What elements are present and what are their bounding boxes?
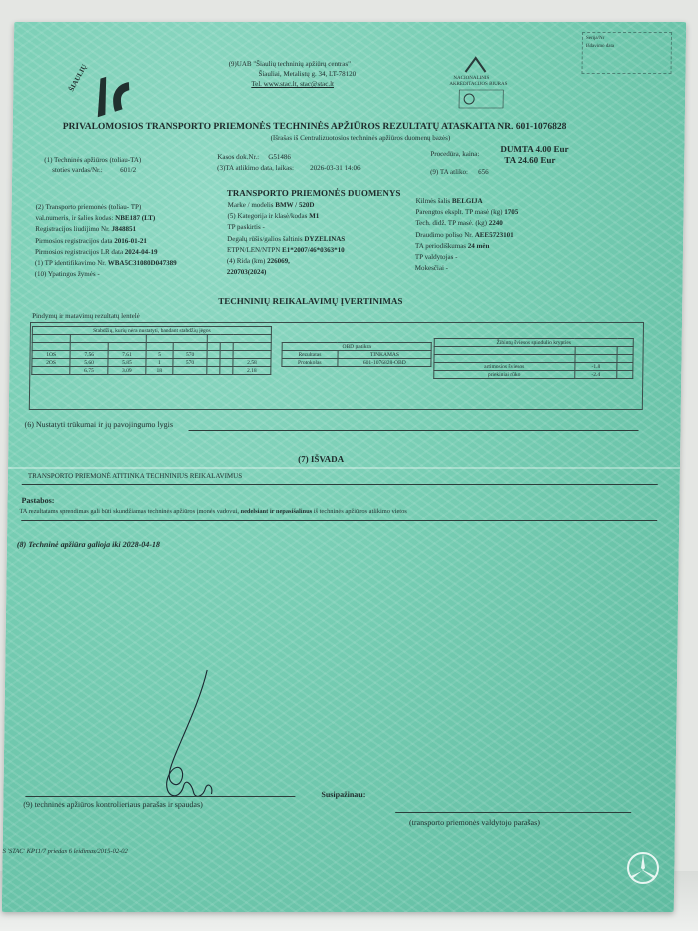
vehicle-right-row: Parengtos eksplt. TP masė (kg) 1705 [415, 208, 519, 217]
conclusion-divider [22, 484, 658, 485]
vehicle-right-row: Tech. didž. TP masė. (kg) 2240 [415, 219, 503, 228]
report-title: PRIVALOMOSIOS TRANSPORTO PRIEMONĖS TECHNINĖS APŽIŪROS REZULTATŲ ATASKAITA NR. 601-1076828 [62, 122, 567, 132]
vehicle-middle-row: 220703(2024) [226, 268, 267, 277]
measurements-label: Pindymų ir matavimų rezultatų lentelė [32, 312, 140, 320]
vehicle-left-row: Pirmosios registracijos data 2016-01-21 [35, 236, 148, 245]
vehicle-left-row: (10) Ypatingos žymės - [34, 270, 100, 279]
vehicle-middle-row: Marke / modelis BMW / 520D [227, 201, 315, 209]
table-row: Protokolas 601-1076828-OBD [282, 359, 431, 367]
mercedes-star-icon [625, 850, 661, 886]
inspection-report-document [2, 22, 686, 912]
defects-line-label: (6) Nustatyti trūkumai ir jų pavojingumo lygis [24, 420, 174, 429]
vehicle-left-row: (2) Transporto priemonės (toliau- TP) [35, 203, 142, 211]
report-subtitle: (Išrašas iš Centralizuotosios techninės apžiūros duomenų bazės) [270, 134, 451, 142]
notes-text: TA rezultatams sprendimas gali būti skundžiamas techninės apžiūros įmonės vadovui, nedelsiant ir nepasišalinus iš techninės apžiūros atlikimo vietos [19, 508, 407, 515]
station-number: 601/2 [120, 166, 137, 174]
headlight-table [433, 338, 634, 379]
table-row: 6.75 3.09 18 2.18 [32, 367, 271, 375]
accreditation-line2: AKREDITACIJOS BIURAS [449, 82, 508, 87]
vehicle-left-column [35, 202, 178, 280]
vehicle-left-row: val.numeris, ir šalies kodas: NBE187 (LT) [35, 214, 156, 223]
obd-header: OBD patikra [282, 343, 431, 351]
vehicle-section-title: TRANSPORTO PRIEMONĖS DUOMENYS [226, 188, 401, 198]
table-row: 1OS 7.56 7.61 5 570 [32, 351, 271, 359]
inspector-caption: (9) techninės apžiūros kontrolieriaus parašas ir spaudas) [23, 800, 203, 809]
vehicle-right-row: TA periodiškumas 24 mėn [415, 241, 490, 250]
price-value: TA 24.60 Eur [504, 155, 556, 165]
vehicle-left-row: (1) TP identifikavimo Nr. WBA5C31080D047389 [34, 259, 177, 268]
defects-underline [189, 430, 639, 431]
vehicle-middle-row: (5) Kategorija ir klasė/kodas M1 [227, 212, 320, 221]
table-row: artimosios šviesos -1.8 [434, 363, 633, 371]
form-note: S 'STAC' KP11/7 priedas 6 leidimas/2015-02-02 [2, 848, 128, 855]
vehicle-right-row: Draudimo poliso Nr. AEE5723101 [415, 230, 514, 239]
owner-caption: (transporto priemonės valdytojo parašas) [408, 818, 540, 827]
procedure-label: Procedūra, kaina: [430, 150, 480, 158]
acknowledged-label: Susipažinau: [321, 790, 366, 799]
vehicle-right-row: Kilmės šalis BELGIJA [415, 197, 483, 205]
logo-text: ŠIAULIŲ [67, 63, 89, 93]
cash-doc-label: Kasos dok.Nr.: [217, 153, 260, 161]
assessment-title: TECHNINIŲ REIKALAVIMŲ ĮVERTINIMAS [218, 296, 403, 306]
vehicle-middle-column [227, 200, 346, 278]
inspector-signature-line [25, 796, 295, 797]
accreditation-line1: NACIONALINIS [453, 76, 490, 81]
table-row: priekiniai rūko -2.4 [434, 371, 633, 379]
serial-box [581, 32, 672, 74]
vehicle-left-row: Registracijos liudijimo Nr. J848851 [35, 225, 137, 234]
station-label: (1) Techninės apžiūros (toliau-TA) [44, 156, 142, 164]
company-line: (9)UAB "Šiaulių techninių apžiūrų centras" [228, 60, 352, 68]
headlight-header: Žibintų šviesos spindulio krypties [434, 339, 633, 347]
vehicle-middle-row: (4) Rida (km) 226069, [226, 257, 290, 266]
cash-doc-value: G51486 [268, 153, 291, 161]
obd-table [281, 342, 431, 367]
vehicle-middle-row: ETPN/LEN/NTPN E1*2007/46*0363*10 [226, 245, 345, 254]
conclusion-result: TRANSPORTO PRIEMONĖ ATITINKA TECHNINIUS REIKALAVIMUS [27, 472, 243, 480]
validity-line: (8) Techninė apžiūra galioja iki 2028-04-18 [16, 540, 161, 549]
table-row: 2OS 5.60 5.85 1 570 2.58 [32, 359, 271, 367]
brake-table [31, 326, 272, 375]
serial-line-1: Serija/Nr [585, 36, 605, 41]
address-line: Šiauliai, Metalistų g. 34, LT-78120 [258, 70, 357, 78]
station-number-label: stoties vardas/Nr.: [52, 166, 103, 174]
conclusion-title: (7) IŠVADA [298, 454, 345, 464]
vehicle-right-row: TP valdytojas - [414, 253, 458, 262]
vehicle-right-column [415, 196, 519, 274]
ta-date-value: 2026-03-31 14:06 [310, 164, 361, 172]
ta-date-label: (3)TA atlikimo data, laikas: [217, 164, 295, 172]
table-row: Rezultatas TINKAMAS [282, 351, 431, 359]
vehicle-right-row: Mokesčiai - [414, 264, 449, 273]
brake-header: Stabdžių, kurių nėra nustatyti, bandant stabdžių jėgos [32, 327, 271, 335]
vehicle-middle-row: Degalų rūšis/galios šaltinis DYZELINAS [227, 234, 346, 243]
contact-line: Tel. www.stac.lt, stac@stac.lt [251, 80, 335, 88]
ta-type-value: 656 [478, 168, 489, 176]
owner-signature-line [395, 812, 631, 813]
notes-label: Pastabos: [21, 496, 55, 505]
notes-divider [21, 520, 657, 521]
serial-line-2: Išdavimo data [585, 44, 615, 49]
procedure-value: DUMTA 4.00 Eur [500, 144, 569, 154]
ta-type-label: (9) TA atliko: [430, 168, 468, 176]
vehicle-middle-row: TP paskirtis - [227, 223, 265, 232]
vehicle-left-row: Pirmosios registracijos LR data 2024-04-19 [34, 247, 158, 256]
stac-logo-icon [85, 62, 138, 124]
